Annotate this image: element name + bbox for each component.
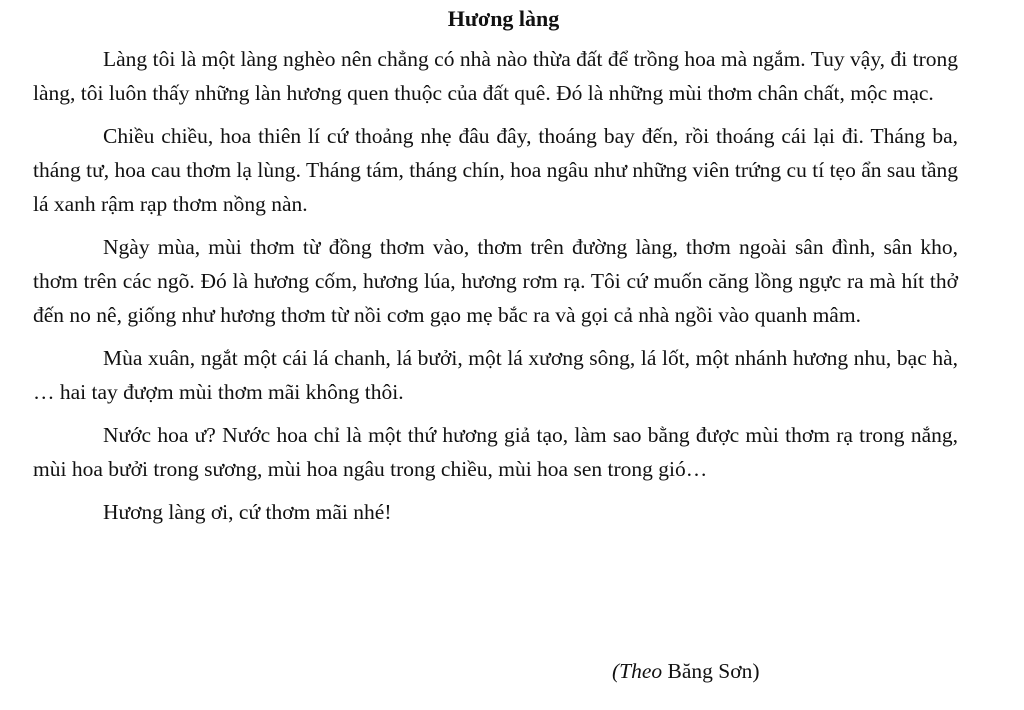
document-title: Hương làng	[447, 6, 560, 31]
paragraph-6: Hương làng ơi, cứ thơm mãi nhé!	[103, 500, 392, 524]
credit-prefix: (Theo	[612, 659, 663, 683]
paragraph-2: Chiều chiều, hoa thiên lí cứ thoảng nhẹ đâu đây, thoáng bay đến, rồi thoáng cái lại đi. Tháng ba, tháng tư, hoa cau thơm lạ lùng. Tháng tám, tháng chín, hoa ngâu như những viên trứng cu tí tẹo ẩn sau tầng lá xanh rậm rạp thơm nồng nàn.	[33, 124, 958, 216]
source-credit	[612, 654, 760, 688]
document-page	[33, 4, 958, 538]
paragraph-1: Làng tôi là một làng nghèo nên chẳng có nhà nào thừa đất để trồng hoa mà ngắm. Tuy vậy, đi trong làng, tôi luôn thấy những làn hương quen thuộc của đất quê. Đó là những mùi thơm chân chất, mộc mạc.	[33, 47, 958, 105]
paragraph-4: Mùa xuân, ngắt một cái lá chanh, lá bưởi, một lá xương sông, lá lốt, một nhánh hương nhu, bạc hà, … hai tay đượm mùi thơm mãi không thôi.	[33, 346, 958, 404]
credit-author: Băng Sơn)	[662, 659, 760, 683]
paragraph-3: Ngày mùa, mùi thơm từ đồng thơm vào, thơm trên đường làng, thơm ngoài sân đình, sân kho, thơm trên các ngõ. Đó là hương cốm, hương lúa, hương rơm rạ. Tôi cứ muốn căng lồng ngực ra mà hít thở đến no nê, giống như hương thơm từ nồi cơm gạo mẹ bắc ra và gọi cả nhà ngồi vào quanh mâm.	[33, 235, 958, 327]
paragraph-5: Nước hoa ư? Nước hoa chỉ là một thứ hương giả tạo, làm sao bằng được mùi thơm rạ trong nắng, mùi hoa bưởi trong sương, mùi hoa ngâu trong chiều, mùi hoa sen trong gió…	[33, 423, 958, 481]
